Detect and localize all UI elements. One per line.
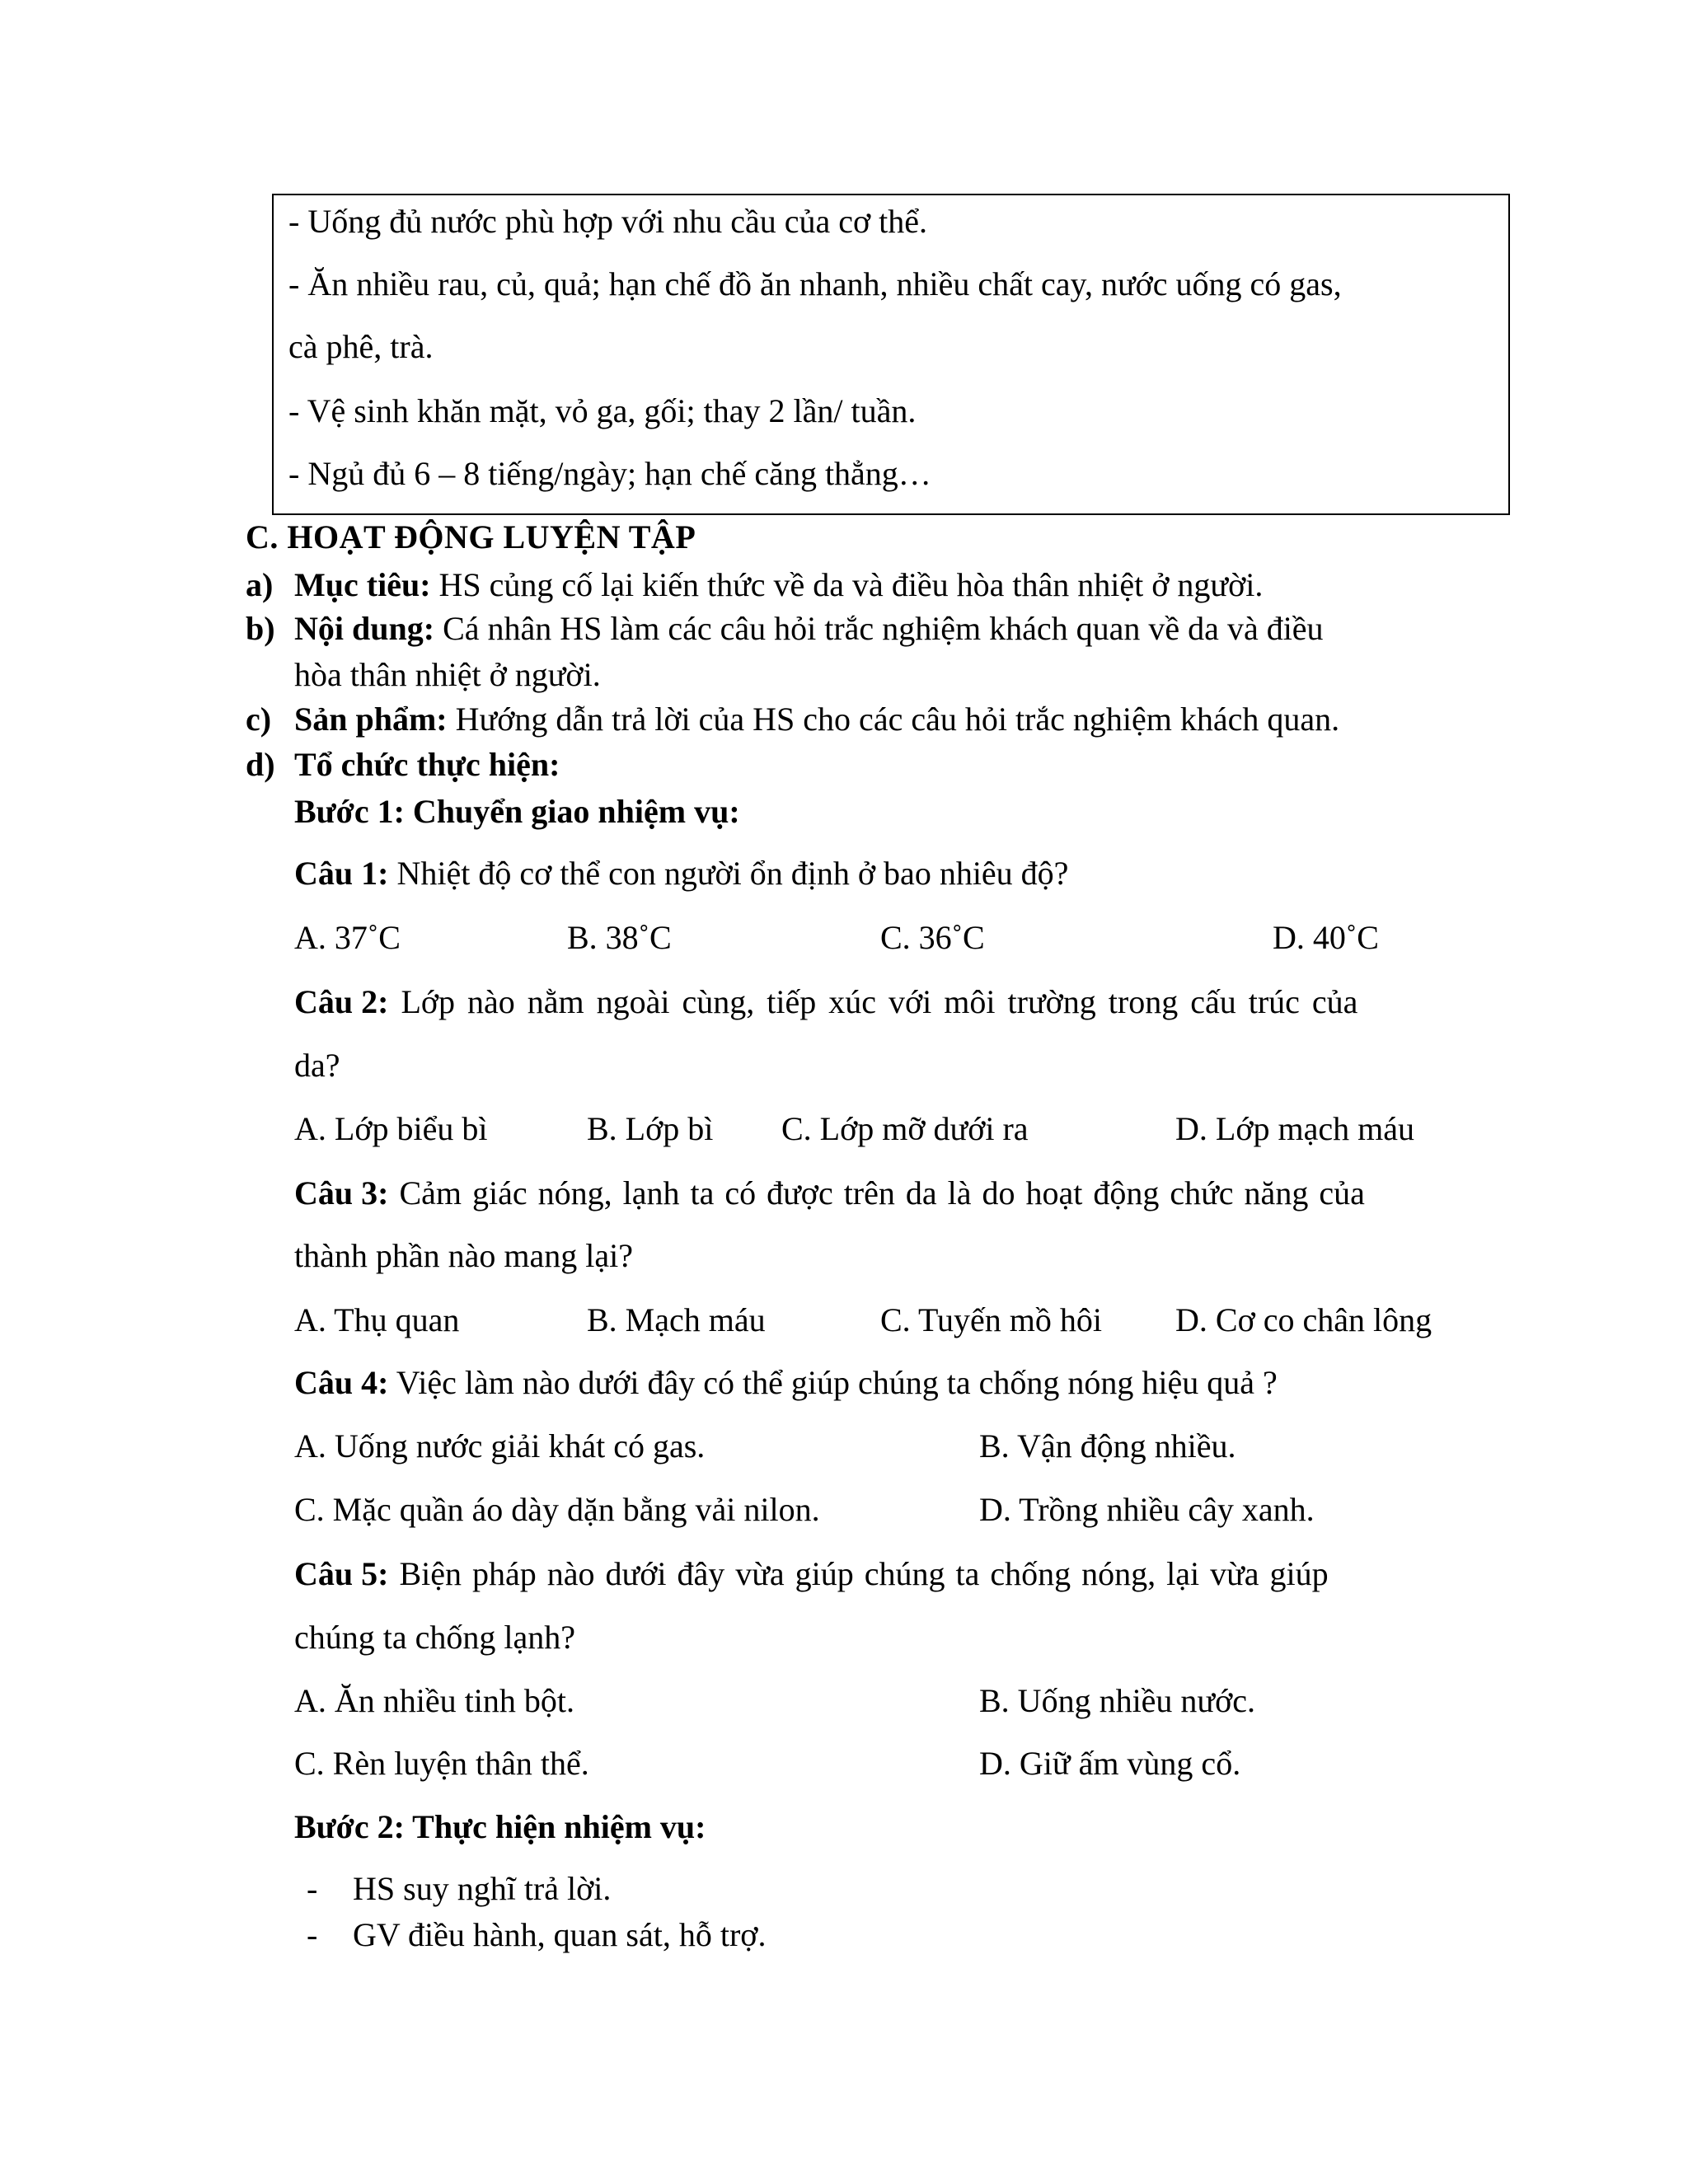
bullet-dash: -: [307, 1870, 318, 1907]
item-a: [294, 566, 1264, 603]
question-3-option-b: B. Mạch máu: [587, 1301, 766, 1338]
bullet-text: GV điều hành, quan sát, hỗ trợ.: [353, 1916, 767, 1953]
question-5-option-a: A. Ăn nhiều tinh bột.: [294, 1682, 574, 1719]
question-1: [294, 857, 1068, 890]
question-2-option-a: A. Lớp biểu bì: [294, 1110, 488, 1147]
question-5-text-cont: chúng ta chống lạnh?: [294, 1619, 575, 1656]
question-2-text: Lớp nào nằm ngoài cùng, tiếp xúc với môi trường trong cấu trúc của: [388, 983, 1358, 1020]
question-3: [294, 1174, 1365, 1212]
question-1-option-c: C. 36˚C: [880, 919, 985, 956]
question-3-option-a: A. Thụ quan: [294, 1301, 460, 1338]
question-2-text-cont: da?: [294, 1047, 340, 1084]
bullet-text: HS suy nghĩ trả lời.: [353, 1870, 612, 1907]
item-c: [294, 703, 1339, 736]
item-a-label: Mục tiêu:: [294, 566, 431, 603]
question-1-option-d: D. 40˚C: [1273, 919, 1379, 956]
question-1-text: Nhiệt độ cơ thể con người ổn định ở bao nhiêu độ?: [388, 855, 1069, 892]
step2-heading: Bước 2: Thực hiện nhiệm vụ:: [294, 1808, 706, 1845]
question-3-option-c: C. Tuyến mồ hôi: [880, 1301, 1102, 1338]
question-5-option-b: B. Uống nhiều nước.: [979, 1682, 1256, 1719]
item-d-label: Tổ chức thực hiện:: [294, 746, 560, 783]
question-4-text: Việc làm nào dưới đây có thể giúp chúng ta chống nóng hiệu quả ?: [388, 1364, 1278, 1401]
step1-heading: Bước 1: Chuyển giao nhiệm vụ:: [294, 793, 740, 830]
box-line: - Ngủ đủ 6 – 8 tiếng/ngày; hạn chế căng thẳng…: [288, 455, 931, 492]
question-1-option-a: A. 37˚C: [294, 919, 401, 956]
summary-box: [272, 194, 1510, 515]
question-2-option-d: D. Lớp mạch máu: [1175, 1110, 1414, 1147]
question-4: [294, 1366, 1278, 1399]
question-4-option-c: C. Mặc quần áo dày dặn bằng vải nilon.: [294, 1491, 820, 1528]
item-b: [294, 612, 1324, 645]
item-c-label: Sản phẩm:: [294, 701, 448, 738]
question-2-label: Câu 2:: [294, 983, 389, 1020]
question-5: [294, 1555, 1329, 1592]
question-4-option-d: D. Trồng nhiều cây xanh.: [979, 1491, 1315, 1528]
question-4-option-b: B. Vận động nhiều.: [979, 1427, 1236, 1465]
item-d-marker: d): [246, 746, 275, 783]
question-5-option-c: C. Rèn luyện thân thể.: [294, 1745, 589, 1782]
question-5-option-d: D. Giữ ấm vùng cổ.: [979, 1745, 1241, 1782]
question-5-label: Câu 5:: [294, 1555, 389, 1592]
bullet-dash: -: [307, 1916, 318, 1953]
question-1-label: Câu 1:: [294, 855, 389, 892]
item-b-label: Nội dung:: [294, 610, 435, 647]
question-4-label: Câu 4:: [294, 1364, 389, 1401]
box-line: - Vệ sinh khăn mặt, vỏ ga, gối; thay 2 lần/ tuần.: [288, 392, 917, 429]
question-4-option-a: A. Uống nước giải khát có gas.: [294, 1427, 706, 1465]
box-line: cà phê, trà.: [288, 328, 434, 365]
question-1-option-b: B. 38˚C: [567, 919, 672, 956]
box-line: - Ăn nhiều rau, củ, quả; hạn chế đồ ăn nhanh, nhiều chất cay, nước uống có gas,: [288, 265, 1342, 302]
question-3-label: Câu 3:: [294, 1174, 389, 1212]
question-2: [294, 983, 1358, 1020]
item-b-marker: b): [246, 610, 275, 647]
question-3-text-cont: thành phần nào mang lại?: [294, 1237, 633, 1274]
question-3-text: Cảm giác nóng, lạnh ta có được trên da là do hoạt động chức năng của: [388, 1174, 1365, 1212]
question-3-option-d: D. Cơ co chân lông: [1175, 1301, 1432, 1338]
question-5-text: Biện pháp nào dưới đây vừa giúp chúng ta chống nóng, lại vừa giúp: [388, 1555, 1329, 1592]
box-line: - Uống đủ nước phù hợp với nhu cầu của cơ thể.: [288, 203, 927, 240]
item-c-marker: c): [246, 701, 272, 738]
section-heading: C. HOẠT ĐỘNG LUYỆN TẬP: [246, 518, 696, 555]
question-2-option-c: C. Lớp mỡ dưới ra: [781, 1110, 1029, 1147]
item-c-text: Hướng dẫn trả lời của HS cho các câu hỏi trắc nghiệm khách quan.: [447, 701, 1340, 738]
item-a-marker: a): [246, 566, 274, 603]
item-b-text-cont: hòa thân nhiệt ở người.: [294, 656, 601, 693]
item-a-text: HS củng cố lại kiến thức về da và điều hòa thân nhiệt ở người.: [430, 566, 1264, 603]
question-2-option-b: B. Lớp bì: [587, 1110, 714, 1147]
item-b-text: Cá nhân HS làm các câu hỏi trắc nghiệm khách quan về da và điều: [434, 610, 1324, 647]
